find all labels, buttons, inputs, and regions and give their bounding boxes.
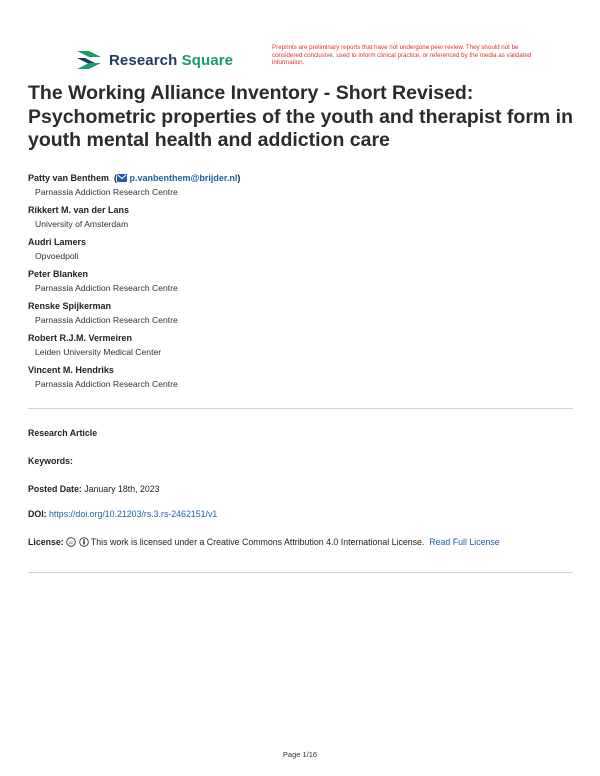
author-name: Vincent M. Hendriks — [28, 365, 114, 375]
author-entry — [28, 362, 573, 394]
section-divider — [28, 408, 573, 409]
creative-commons-icon — [66, 537, 76, 547]
author-name: Renske Spijkerman — [28, 301, 112, 311]
author-affiliation: Leiden University Medical Center — [35, 347, 162, 357]
author-name: Rikkert M. van der Lans — [28, 205, 130, 215]
author-entry — [28, 234, 573, 266]
section-divider — [28, 572, 573, 573]
author-name-with-email: Patty van Benthem ( p.vanbenthem@brijder.nl) — [28, 173, 241, 183]
license-text: This work is licensed under a Creative Commons Attribution 4.0 International License. — [90, 537, 425, 547]
keywords-label: Keywords: — [28, 456, 73, 466]
author-entry — [28, 202, 573, 234]
author-email-link[interactable]: p.vanbenthem@brijder.nl — [129, 173, 238, 183]
brand-name — [109, 52, 233, 69]
research-square-logo[interactable] — [75, 48, 233, 72]
author-entry — [28, 330, 573, 362]
author-name: Audri Lamers — [28, 237, 87, 247]
author-affiliation: Parnassia Addiction Research Centre — [35, 379, 178, 389]
keywords-row — [28, 456, 573, 466]
author-affiliation: Parnassia Addiction Research Centre — [35, 187, 178, 197]
author-name: Robert R.J.M. Vermeiren — [28, 333, 133, 343]
research-square-logo-icon — [75, 48, 103, 72]
doi-row — [28, 509, 573, 519]
envelope-icon — [117, 174, 127, 182]
author-name: Peter Blanken — [28, 269, 89, 279]
preprint-disclaimer: Preprints are preliminary reports that have not undergone peer review. They should not be considered conclusive, used to inform clinical practice, or referenced by the media as validated information. — [272, 44, 532, 67]
author-affiliation: University of Amsterdam — [35, 219, 129, 229]
doi-link[interactable]: https://doi.org/10.21203/rs.3.rs-2462151/v1 — [49, 509, 218, 519]
posted-date-label: Posted Date: — [28, 484, 82, 494]
attribution-icon — [79, 537, 89, 547]
article-type-label: Research Article — [28, 428, 98, 438]
page-header — [75, 44, 545, 74]
posted-date-value: January 18th, 2023 — [84, 484, 160, 494]
author-affiliation: Parnassia Addiction Research Centre — [35, 283, 178, 293]
page-number: Page 1/16 — [282, 750, 318, 759]
author-name: Patty van Benthem — [28, 173, 110, 183]
author-entry — [28, 170, 573, 202]
author-affiliation: Opvoedpoli — [35, 251, 79, 261]
author-list — [28, 170, 573, 394]
brand-name-part2: Square — [181, 51, 234, 69]
license-row — [28, 535, 573, 549]
read-full-license-link[interactable]: Read Full License — [429, 537, 500, 547]
article-type — [28, 428, 573, 438]
doi-label: DOI: — [28, 509, 47, 519]
brand-name-part1: Research — [109, 51, 178, 69]
author-affiliation: Parnassia Addiction Research Centre — [35, 315, 178, 325]
svg-text:cc: cc — [68, 539, 74, 545]
author-entry — [28, 266, 573, 298]
author-entry — [28, 298, 573, 330]
paper-title: The Working Alliance Inventory - Short Revised: Psychometric properties of the youth and therapist form in youth mental health and addiction care — [28, 82, 574, 151]
license-label: License: — [28, 537, 64, 547]
posted-date-row — [28, 484, 573, 494]
